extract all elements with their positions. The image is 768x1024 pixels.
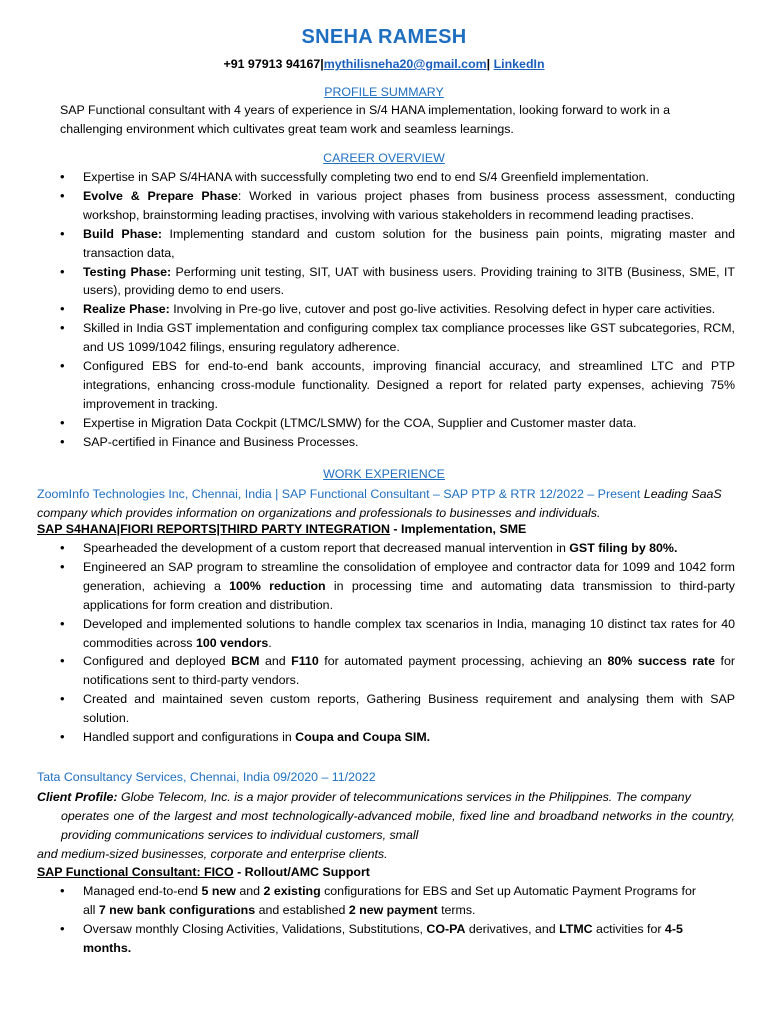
list-item: • Build Phase: Implementing standard and custom solution for the business pain points, migrating master and transaction data,: [60, 225, 735, 263]
list-item: • Expertise in Migration Data Cockpit (LTMC/LSMW) for the COA, Supplier and Customer master data.: [60, 414, 735, 433]
list-item: • Expertise in SAP S/4HANA with successfully completing two end to end S/4 Greenfield implementation.: [60, 168, 735, 187]
list-item: • SAP-certified in Finance and Business Processes.: [60, 433, 735, 452]
list-item: • Configured EBS for end-to-end bank accounts, improving financial accuracy, and streamlined LTC and PTP integrations, enhancing cross-module functionality. Designed a report for related party expenses, achieving 75% improvement in tracking.: [60, 357, 735, 414]
list-item: • Skilled in India GST implementation and configuring complex tax compliance processes like GST subcategories, RCM, and US 1099/1042 filings, ensuring regulatory adherence.: [60, 319, 735, 357]
job-2-role: SAP Functional Consultant: FICO - Rollout/AMC Support: [37, 865, 370, 879]
list-item: • Evolve & Prepare Phase: Worked in various project phases from business process assessment, conducting workshop, brainstorming leading practises, involving with various stakeholders in recommend leading practises.: [60, 187, 735, 225]
job-1-list: [60, 539, 735, 747]
list-item: • Created and maintained seven custom reports, Gathering Business requirement and analysing them with SAP solution.: [60, 690, 735, 728]
list-item: • Developed and implemented solutions to handle complex tax scenarios in India, managing 10 distinct tax rates for 40 commodities across 100 vendors.: [60, 615, 735, 653]
summary-line: challenging environment which cultivates great team work and seamless learnings.: [60, 122, 514, 136]
job-1-company: ZoomInfo Technologies Inc, Chennai, India | SAP Functional Consultant – SAP PTP & RTR 12/2022 – Present: [37, 487, 644, 501]
job-1-company-description: Leading SaaS company which provides information on organizations and professionals to businesses and individuals.: [37, 487, 722, 520]
job-1-header: [37, 485, 737, 523]
career-overview-heading: CAREER OVERVIEW: [323, 151, 445, 165]
separator: |: [486, 57, 491, 71]
job-2-company: Tata Consultancy Services, Chennai, India 09/2020 – 11/2022: [37, 770, 376, 784]
linkedin-link[interactable]: LinkedIn: [493, 57, 545, 71]
separator: |: [320, 57, 324, 71]
work-experience-heading: WORK EXPERIENCE: [323, 467, 445, 481]
list-item: • Testing Phase: Performing unit testing, SIT, UAT with business users. Providing training to 3ITB (Business, SME, IT users), providing demo to end users.: [60, 263, 735, 301]
list-item: • Spearheaded the development of a custom report that decreased manual intervention in GST filing by 80%.: [60, 539, 735, 558]
profile-summary-text: [60, 101, 740, 139]
list-item: • Oversaw monthly Closing Activities, Validations, Substitutions, CO-PA derivatives, and LTMC activities for 4-5 months.: [60, 920, 710, 958]
job-1-role: SAP S4HANA|FIORI REPORTS|THIRD PARTY INTEGRATION - Implementation, SME: [37, 522, 527, 536]
list-item: • Configured and deployed BCM and F110 for automated payment processing, achieving an 80% success rate for notifications sent to third-party vendors.: [60, 652, 735, 690]
job-2-client-profile: Client Profile: Globe Telecom, Inc. is a major provider of telecommunications services in the Philippines. The company operates one of the largest and most technologically-advanced mobile, fixed line and broadband networks in the country, providing communications services to individual customers, small and medium-sized businesses, corporate and enterprise clients.: [37, 790, 735, 861]
summary-line: SAP Functional consultant with 4 years of experience in S/4 HANA implementation, looking forward to work in a: [60, 103, 670, 117]
contact-line: [0, 57, 768, 71]
career-overview-list: [60, 168, 735, 452]
phone-number: +91 97913 94167: [223, 57, 321, 71]
list-item: • Realize Phase: Involving in Pre-go live, cutover and post go-live activities. Resolving defect in hyper care activities.: [60, 300, 735, 319]
profile-summary-heading: PROFILE SUMMARY: [324, 85, 444, 99]
list-item: • Handled support and configurations in Coupa and Coupa SIM.: [60, 728, 735, 747]
candidate-name: SNEHA RAMESH: [301, 26, 467, 48]
list-item: • Managed end-to-end 5 new and 2 existing configurations for EBS and Set up Automatic Payment Programs for all 7 new bank configurations and established 2 new payment terms.: [60, 882, 710, 920]
job-2-list: [60, 882, 710, 958]
email-link[interactable]: mythilisneha20@gmail.com: [323, 57, 487, 71]
list-item: • Engineered an SAP program to streamline the consolidation of employee and contractor data for 1099 and 1042 form generation, achieving a 100% reduction in processing time and automating data transmission to third-party applications for form creation and distribution.: [60, 558, 735, 615]
